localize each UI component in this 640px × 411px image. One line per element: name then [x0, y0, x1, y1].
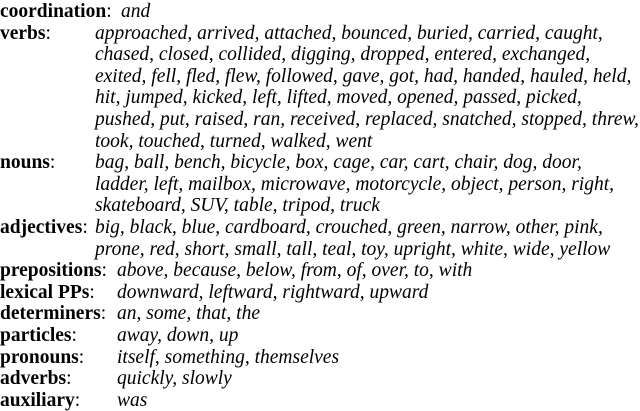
word-list: above, because, below, from, of, over, to, with: [117, 260, 473, 282]
word-list: approached, arrived, attached, bounced, buried, carried, caught, chased, closed, collided, digging, dropped, entered, exchanged, exited, fell, fled, flew, followed, gave, got, had, handed, hauled, held, hit, jumped, kicked, left, lifted, moved, opened, passed, picked, pushed, put, raised, ran, received, replaced, snatched, stopped, threw, took, touched, turned, walked, went: [95, 22, 639, 152]
lexicon-row-lexical-pps: [0, 282, 640, 304]
label-colon: :: [100, 303, 107, 325]
lexicon-row-particles: [0, 325, 640, 347]
lexicon-row-auxiliary: [0, 390, 640, 411]
word-list: downward, leftward, rightward, upward: [117, 281, 429, 303]
category-label: [0, 260, 117, 282]
category-label: [0, 217, 95, 239]
word-list: away, down, up: [117, 324, 239, 346]
label-colon: :: [106, 1, 112, 22]
lexicon-row-prepositions: [0, 260, 640, 282]
label-colon: :: [49, 152, 56, 174]
category-name: pronouns: [0, 346, 79, 368]
category-name: adverbs: [0, 368, 67, 390]
word-list: quickly, slowly: [117, 368, 232, 390]
word-list: big, black, blue, cardboard, crouched, green, narrow, other, pink, prone, red, short, small, tall, teal, toy, upright, white, wide, yellow: [95, 216, 611, 260]
category-name: nouns: [0, 152, 50, 174]
lexicon-row-coordination: [0, 1, 640, 23]
category-label: [0, 303, 117, 325]
category-name: prepositions: [0, 260, 102, 282]
label-colon: :: [101, 260, 107, 282]
label-colon: :: [89, 281, 95, 303]
label-colon: :: [66, 368, 72, 390]
category-label: [0, 1, 121, 23]
label-colon: :: [71, 324, 77, 346]
category-label: [0, 390, 117, 411]
category-name: adjectives: [0, 216, 83, 238]
lexicon-row-determiners: [0, 303, 640, 325]
word-list: itself, something, themselves: [117, 346, 340, 368]
label-colon: :: [78, 346, 85, 368]
lexicon-row-pronouns: [0, 347, 640, 369]
category-label: [0, 325, 117, 347]
category-label: [0, 23, 95, 45]
word-list: and: [121, 1, 151, 22]
category-name: auxiliary: [0, 389, 75, 411]
category-name: particles: [0, 324, 72, 346]
category-name: verbs: [0, 22, 46, 44]
category-label: [0, 368, 117, 390]
label-colon: :: [45, 22, 51, 44]
category-name: lexical PPs: [0, 281, 90, 303]
word-list: was: [117, 389, 148, 411]
category-name: determiners: [0, 303, 101, 325]
lexicon-row-nouns: [0, 152, 640, 217]
lexicon-row-adverbs: [0, 368, 640, 390]
word-list: bag, ball, bench, bicycle, box, cage, car, cart, chair, dog, door, ladder, left, mailbox, microwave, motorcycle, object, person, right, skateboard, SUV, table, tripod, truck: [95, 152, 614, 217]
lexicon-row-adjectives: [0, 217, 640, 260]
label-colon: :: [82, 216, 88, 238]
lexicon-row-verbs: [0, 23, 640, 153]
word-list: an, some, that, the: [117, 303, 260, 325]
category-label: [0, 347, 117, 369]
category-label: [0, 152, 95, 174]
category-name: coordination: [0, 1, 107, 22]
label-colon: :: [74, 389, 81, 411]
category-label: [0, 282, 117, 304]
